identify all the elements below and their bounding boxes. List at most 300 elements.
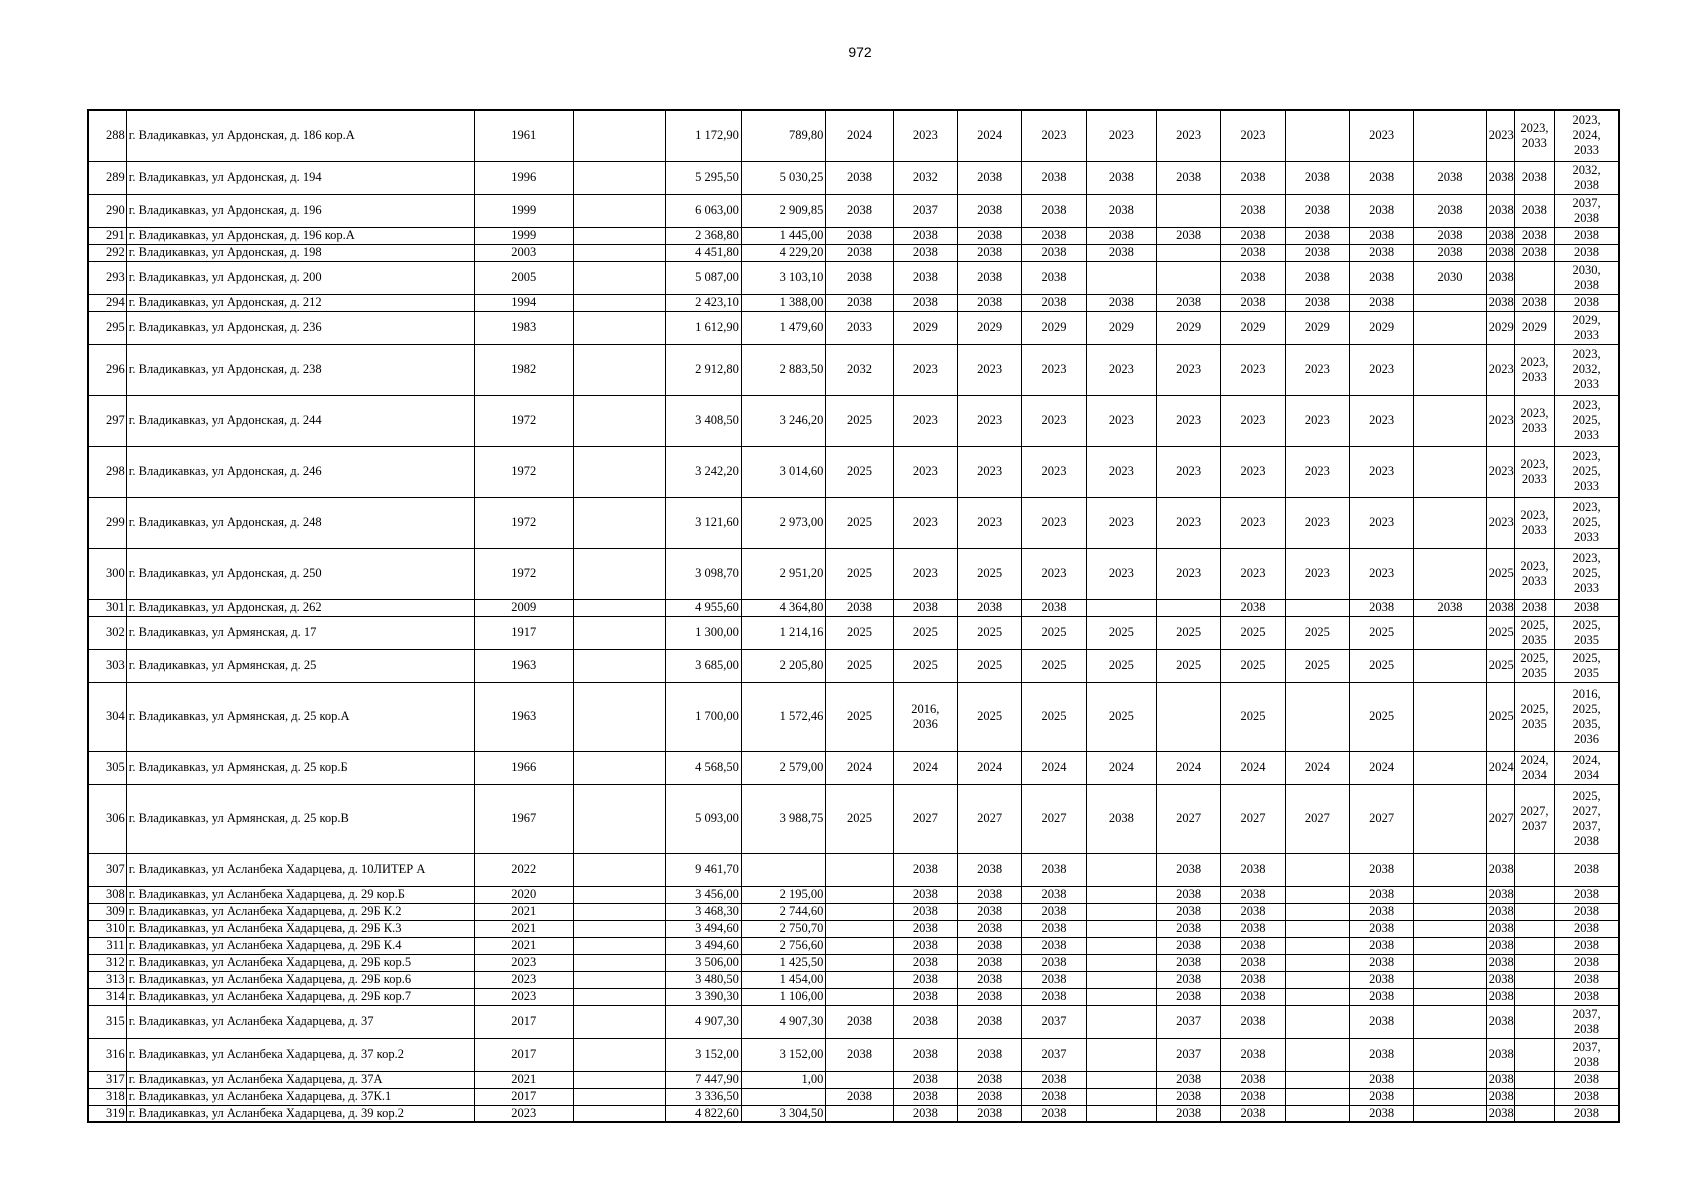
work-year-cell: 2038 — [1221, 194, 1285, 227]
work-year-cell: 2024, 2034 — [1514, 751, 1554, 784]
work-year-cell — [1414, 344, 1486, 395]
work-year-cell: 2038 — [1486, 886, 1514, 903]
work-year-cell — [1514, 1038, 1554, 1071]
work-year-cell: 2038 — [1285, 227, 1349, 244]
year-built-cell: 1963 — [474, 682, 574, 751]
row-number-cell: 289 — [88, 161, 126, 194]
summary-years-cell: 2025, 2035 — [1555, 649, 1619, 682]
address-cell: г. Владикавказ, ул Армянская, д. 25 кор.В — [126, 784, 474, 853]
work-year-cell: 2033 — [826, 311, 893, 344]
work-year-cell: 2038 — [1486, 853, 1514, 886]
year-built-cell: 1972 — [474, 497, 574, 548]
year-built-cell: 2023 — [474, 971, 574, 988]
summary-years-cell: 2038 — [1555, 971, 1619, 988]
work-year-cell — [826, 886, 893, 903]
row-number-cell: 298 — [88, 446, 126, 497]
living-area-cell: 3 014,60 — [741, 446, 825, 497]
blank-cell — [574, 395, 666, 446]
table-row — [88, 194, 1619, 227]
work-year-cell: 2038 — [1221, 1071, 1285, 1088]
year-built-cell: 1961 — [474, 110, 574, 161]
work-year-cell: 2025 — [1086, 616, 1156, 649]
work-year-cell: 2038 — [1022, 244, 1086, 261]
row-number-cell: 296 — [88, 344, 126, 395]
living-area-cell: 3 152,00 — [741, 1038, 825, 1071]
row-number-cell: 304 — [88, 682, 126, 751]
row-number-cell: 295 — [88, 311, 126, 344]
work-year-cell — [1514, 971, 1554, 988]
table-row — [88, 244, 1619, 261]
work-year-cell: 2038 — [1157, 954, 1221, 971]
work-year-cell: 2038 — [1221, 886, 1285, 903]
work-year-cell: 2023 — [1086, 548, 1156, 599]
summary-years-cell: 2032, 2038 — [1555, 161, 1619, 194]
summary-years-cell: 2038 — [1555, 886, 1619, 903]
work-year-cell: 2023, 2033 — [1514, 548, 1554, 599]
work-year-cell — [1285, 1038, 1349, 1071]
living-area-cell: 4 229,20 — [741, 244, 825, 261]
work-year-cell: 2025 — [1349, 616, 1413, 649]
work-year-cell: 2038 — [1157, 161, 1221, 194]
total-area-cell: 3 242,20 — [666, 446, 741, 497]
row-number-cell: 318 — [88, 1088, 126, 1105]
work-year-cell: 2038 — [1157, 1088, 1221, 1105]
year-built-cell: 2023 — [474, 1105, 574, 1122]
work-year-cell: 2038 — [893, 920, 957, 937]
work-year-cell: 2025, 2035 — [1514, 682, 1554, 751]
address-cell: г. Владикавказ, ул Асланбека Хадарцева, д. 37 — [126, 1005, 474, 1038]
total-area-cell: 3 480,50 — [666, 971, 741, 988]
row-number-cell: 293 — [88, 261, 126, 294]
work-year-cell: 2038 — [826, 194, 893, 227]
work-year-cell: 2038 — [1022, 194, 1086, 227]
work-year-cell: 2038 — [1086, 227, 1156, 244]
work-year-cell: 2038 — [1349, 1088, 1413, 1105]
summary-years-cell: 2038 — [1555, 1088, 1619, 1105]
table-row — [88, 920, 1619, 937]
work-year-cell: 2024 — [1221, 751, 1285, 784]
table-row — [88, 649, 1619, 682]
summary-years-cell: 2025, 2027, 2037, 2038 — [1555, 784, 1619, 853]
work-year-cell: 2038 — [957, 853, 1021, 886]
blank-cell — [574, 110, 666, 161]
address-cell: г. Владикавказ, ул Асланбека Хадарцева, д. 29Б К.2 — [126, 903, 474, 920]
address-cell: г. Владикавказ, ул Армянская, д. 25 — [126, 649, 474, 682]
work-year-cell — [826, 903, 893, 920]
summary-years-cell: 2016, 2025, 2035, 2036 — [1555, 682, 1619, 751]
work-year-cell: 2023 — [1486, 446, 1514, 497]
address-cell: г. Владикавказ, ул Ардонская, д. 262 — [126, 599, 474, 616]
address-cell: г. Владикавказ, ул Ардонская, д. 250 — [126, 548, 474, 599]
work-year-cell: 2023 — [1086, 395, 1156, 446]
table-row — [88, 784, 1619, 853]
work-year-cell: 2038 — [1086, 784, 1156, 853]
summary-years-cell: 2038 — [1555, 954, 1619, 971]
work-year-cell: 2038 — [1221, 227, 1285, 244]
row-number-cell: 316 — [88, 1038, 126, 1071]
work-year-cell: 2038 — [1514, 194, 1554, 227]
address-cell: г. Владикавказ, ул Асланбека Хадарцева, д. 29Б кор.6 — [126, 971, 474, 988]
work-year-cell: 2023 — [1157, 395, 1221, 446]
work-year-cell: 2038 — [1157, 937, 1221, 954]
work-year-cell: 2038 — [1514, 161, 1554, 194]
work-year-cell: 2029 — [1486, 311, 1514, 344]
table-row — [88, 446, 1619, 497]
work-year-cell: 2038 — [1221, 1005, 1285, 1038]
work-year-cell: 2038 — [1349, 1105, 1413, 1122]
work-year-cell — [1285, 853, 1349, 886]
year-built-cell: 1972 — [474, 548, 574, 599]
work-year-cell: 2038 — [826, 244, 893, 261]
work-year-cell: 2038 — [1022, 599, 1086, 616]
work-year-cell: 2027, 2037 — [1514, 784, 1554, 853]
work-year-cell — [1414, 548, 1486, 599]
address-cell: г. Владикавказ, ул Ардонская, д. 198 — [126, 244, 474, 261]
work-year-cell: 2023 — [1221, 497, 1285, 548]
work-year-cell: 2038 — [1349, 937, 1413, 954]
total-area-cell: 4 568,50 — [666, 751, 741, 784]
work-year-cell: 2038 — [1221, 161, 1285, 194]
work-year-cell: 2030 — [1414, 261, 1486, 294]
work-year-cell: 2024 — [1285, 751, 1349, 784]
table-row — [88, 988, 1619, 1005]
work-year-cell — [1086, 1005, 1156, 1038]
work-year-cell: 2038 — [1285, 261, 1349, 294]
table-row — [88, 227, 1619, 244]
work-year-cell: 2023 — [1086, 110, 1156, 161]
work-year-cell: 2038 — [1157, 1071, 1221, 1088]
year-built-cell: 2022 — [474, 853, 574, 886]
blank-cell — [574, 784, 666, 853]
year-built-cell: 2005 — [474, 261, 574, 294]
address-cell: г. Владикавказ, ул Ардонская, д. 196 — [126, 194, 474, 227]
work-year-cell: 2024 — [957, 110, 1021, 161]
work-year-cell: 2038 — [1022, 261, 1086, 294]
work-year-cell: 2027 — [1022, 784, 1086, 853]
work-year-cell — [1157, 261, 1221, 294]
total-area-cell: 7 447,90 — [666, 1071, 741, 1088]
living-area-cell: 5 030,25 — [741, 161, 825, 194]
work-year-cell: 2038 — [1349, 988, 1413, 1005]
work-year-cell — [826, 988, 893, 1005]
work-year-cell — [1285, 1105, 1349, 1122]
work-year-cell: 2025 — [826, 446, 893, 497]
work-year-cell: 2038 — [1022, 954, 1086, 971]
work-year-cell: 2023 — [1486, 344, 1514, 395]
work-year-cell: 2038 — [1349, 920, 1413, 937]
year-built-cell: 1972 — [474, 446, 574, 497]
living-area-cell: 1,00 — [741, 1071, 825, 1088]
living-area-cell: 1 454,00 — [741, 971, 825, 988]
year-built-cell: 2021 — [474, 920, 574, 937]
work-year-cell — [1414, 784, 1486, 853]
work-year-cell: 2023 — [893, 446, 957, 497]
work-year-cell: 2038 — [1414, 244, 1486, 261]
work-year-cell: 2027 — [1486, 784, 1514, 853]
address-cell: г. Владикавказ, ул Асланбека Хадарцева, д. 29Б К.4 — [126, 937, 474, 954]
work-year-cell: 2038 — [957, 161, 1021, 194]
work-year-cell — [1285, 988, 1349, 1005]
work-year-cell: 2038 — [1349, 971, 1413, 988]
living-area-cell: 2 195,00 — [741, 886, 825, 903]
summary-years-cell: 2025, 2035 — [1555, 616, 1619, 649]
work-year-cell: 2038 — [1349, 954, 1413, 971]
work-year-cell: 2038 — [893, 988, 957, 1005]
work-year-cell: 2025 — [1157, 649, 1221, 682]
work-year-cell: 2038 — [1221, 903, 1285, 920]
address-cell: г. Владикавказ, ул Ардонская, д. 196 кор.А — [126, 227, 474, 244]
work-year-cell: 2038 — [1086, 294, 1156, 311]
work-year-cell: 2027 — [1221, 784, 1285, 853]
work-year-cell — [826, 954, 893, 971]
work-year-cell: 2029 — [893, 311, 957, 344]
blank-cell — [574, 649, 666, 682]
table-row — [88, 294, 1619, 311]
work-year-cell — [1514, 886, 1554, 903]
row-number-cell: 311 — [88, 937, 126, 954]
blank-cell — [574, 751, 666, 784]
work-year-cell: 2038 — [1349, 1071, 1413, 1088]
work-year-cell — [1285, 599, 1349, 616]
total-area-cell: 3 152,00 — [666, 1038, 741, 1071]
work-year-cell: 2038 — [1514, 227, 1554, 244]
address-cell: г. Владикавказ, ул Ардонская, д. 200 — [126, 261, 474, 294]
work-year-cell: 2029 — [1349, 311, 1413, 344]
work-year-cell: 2025 — [1221, 616, 1285, 649]
total-area-cell: 3 494,60 — [666, 920, 741, 937]
work-year-cell: 2038 — [893, 937, 957, 954]
year-built-cell: 1966 — [474, 751, 574, 784]
work-year-cell: 2038 — [1221, 920, 1285, 937]
row-number-cell: 315 — [88, 1005, 126, 1038]
work-year-cell: 2025 — [1086, 649, 1156, 682]
work-year-cell: 2038 — [1414, 194, 1486, 227]
work-year-cell — [1514, 1088, 1554, 1105]
work-year-cell: 2038 — [1022, 937, 1086, 954]
work-year-cell: 2038 — [957, 599, 1021, 616]
work-year-cell — [1086, 1105, 1156, 1122]
work-year-cell: 2038 — [1349, 886, 1413, 903]
work-year-cell: 2038 — [1486, 599, 1514, 616]
work-year-cell — [826, 920, 893, 937]
work-year-cell: 2024 — [1157, 751, 1221, 784]
work-year-cell — [1086, 954, 1156, 971]
blank-cell — [574, 682, 666, 751]
work-year-cell: 2029 — [1514, 311, 1554, 344]
year-built-cell: 2017 — [474, 1005, 574, 1038]
table-row — [88, 903, 1619, 920]
work-year-cell: 2038 — [1486, 294, 1514, 311]
living-area-cell: 4 364,80 — [741, 599, 825, 616]
work-year-cell: 2025 — [1486, 682, 1514, 751]
work-year-cell: 2038 — [1022, 1088, 1086, 1105]
year-built-cell: 2009 — [474, 599, 574, 616]
work-year-cell — [1157, 599, 1221, 616]
work-year-cell: 2038 — [893, 903, 957, 920]
work-year-cell: 2027 — [957, 784, 1021, 853]
address-cell: г. Владикавказ, ул Ардонская, д. 236 — [126, 311, 474, 344]
work-year-cell: 2023 — [1221, 110, 1285, 161]
work-year-cell: 2038 — [893, 1038, 957, 1071]
work-year-cell — [1414, 497, 1486, 548]
summary-years-cell: 2023, 2032, 2033 — [1555, 344, 1619, 395]
living-area-cell: 2 973,00 — [741, 497, 825, 548]
work-year-cell: 2038 — [893, 1071, 957, 1088]
blank-cell — [574, 1088, 666, 1105]
work-year-cell: 2025 — [957, 548, 1021, 599]
row-number-cell: 317 — [88, 1071, 126, 1088]
table-body — [88, 110, 1619, 1122]
work-year-cell — [1086, 599, 1156, 616]
work-year-cell: 2037 — [1157, 1005, 1221, 1038]
work-year-cell: 2023 — [1022, 395, 1086, 446]
row-number-cell: 312 — [88, 954, 126, 971]
work-year-cell: 2038 — [1285, 194, 1349, 227]
total-area-cell: 5 295,50 — [666, 161, 741, 194]
work-year-cell: 2024 — [893, 751, 957, 784]
year-built-cell: 2021 — [474, 937, 574, 954]
work-year-cell: 2027 — [893, 784, 957, 853]
work-year-cell: 2023, 2033 — [1514, 446, 1554, 497]
blank-cell — [574, 954, 666, 971]
summary-years-cell: 2038 — [1555, 227, 1619, 244]
address-cell: г. Владикавказ, ул Асланбека Хадарцева, д. 29Б кор.7 — [126, 988, 474, 1005]
work-year-cell — [1414, 649, 1486, 682]
work-year-cell: 2038 — [1221, 853, 1285, 886]
work-year-cell: 2038 — [957, 988, 1021, 1005]
blank-cell — [574, 227, 666, 244]
summary-years-cell: 2038 — [1555, 903, 1619, 920]
total-area-cell: 5 093,00 — [666, 784, 741, 853]
row-number-cell: 306 — [88, 784, 126, 853]
blank-cell — [574, 616, 666, 649]
total-area-cell: 1 612,90 — [666, 311, 741, 344]
blank-cell — [574, 971, 666, 988]
address-cell: г. Владикавказ, ул Ардонская, д. 246 — [126, 446, 474, 497]
work-year-cell — [1285, 682, 1349, 751]
table-row — [88, 1005, 1619, 1038]
living-area-cell: 4 907,30 — [741, 1005, 825, 1038]
total-area-cell: 3 336,50 — [666, 1088, 741, 1105]
work-year-cell — [1514, 853, 1554, 886]
work-year-cell: 2032 — [826, 344, 893, 395]
table-row — [88, 853, 1619, 886]
work-year-cell — [1414, 988, 1486, 1005]
work-year-cell: 2038 — [1157, 227, 1221, 244]
work-year-cell: 2023 — [1086, 497, 1156, 548]
work-year-cell: 2038 — [826, 294, 893, 311]
year-built-cell: 2023 — [474, 954, 574, 971]
work-year-cell: 2038 — [893, 853, 957, 886]
work-year-cell: 2023 — [957, 446, 1021, 497]
total-area-cell: 3 494,60 — [666, 937, 741, 954]
summary-years-cell: 2038 — [1555, 294, 1619, 311]
row-number-cell: 308 — [88, 886, 126, 903]
work-year-cell: 2023 — [893, 344, 957, 395]
address-cell: г. Владикавказ, ул Асланбека Хадарцева, д. 37 кор.2 — [126, 1038, 474, 1071]
summary-years-cell: 2023, 2025, 2033 — [1555, 395, 1619, 446]
work-year-cell: 2038 — [957, 294, 1021, 311]
work-year-cell: 2038 — [957, 920, 1021, 937]
work-year-cell — [1514, 1005, 1554, 1038]
row-number-cell: 303 — [88, 649, 126, 682]
work-year-cell: 2038 — [1486, 1088, 1514, 1105]
table-row — [88, 599, 1619, 616]
work-year-cell: 2023 — [1086, 344, 1156, 395]
work-year-cell: 2038 — [1157, 920, 1221, 937]
living-area-cell: 3 988,75 — [741, 784, 825, 853]
work-year-cell: 2025 — [1221, 649, 1285, 682]
work-year-cell: 2023 — [1486, 110, 1514, 161]
work-year-cell: 2023 — [1086, 446, 1156, 497]
work-year-cell: 2038 — [1349, 161, 1413, 194]
work-year-cell — [1086, 261, 1156, 294]
work-year-cell: 2023 — [1486, 395, 1514, 446]
blank-cell — [574, 1005, 666, 1038]
address-cell: г. Владикавказ, ул Армянская, д. 17 — [126, 616, 474, 649]
work-year-cell: 2024 — [1022, 751, 1086, 784]
work-year-cell: 2038 — [1221, 1088, 1285, 1105]
work-year-cell: 2038 — [1349, 1005, 1413, 1038]
work-year-cell: 2023 — [893, 395, 957, 446]
work-year-cell: 2038 — [893, 1005, 957, 1038]
work-year-cell: 2038 — [1486, 227, 1514, 244]
work-year-cell: 2038 — [1221, 971, 1285, 988]
work-year-cell: 2038 — [1349, 261, 1413, 294]
work-year-cell — [1086, 903, 1156, 920]
work-year-cell — [826, 971, 893, 988]
work-year-cell: 2038 — [1221, 954, 1285, 971]
row-number-cell: 313 — [88, 971, 126, 988]
work-year-cell — [1514, 920, 1554, 937]
summary-years-cell: 2038 — [1555, 599, 1619, 616]
work-year-cell: 2038 — [1086, 194, 1156, 227]
work-year-cell: 2025 — [1486, 649, 1514, 682]
work-year-cell: 2023 — [1157, 344, 1221, 395]
work-year-cell: 2023 — [1157, 110, 1221, 161]
work-year-cell: 2029 — [1022, 311, 1086, 344]
work-year-cell: 2038 — [1349, 903, 1413, 920]
work-year-cell: 2023 — [1157, 446, 1221, 497]
row-number-cell: 307 — [88, 853, 126, 886]
work-year-cell: 2037 — [1022, 1038, 1086, 1071]
table-row — [88, 497, 1619, 548]
work-year-cell — [1414, 616, 1486, 649]
total-area-cell: 3 456,00 — [666, 886, 741, 903]
total-area-cell: 3 468,30 — [666, 903, 741, 920]
work-year-cell: 2023 — [1285, 446, 1349, 497]
table-row — [88, 682, 1619, 751]
blank-cell — [574, 920, 666, 937]
work-year-cell — [1086, 1088, 1156, 1105]
work-year-cell: 2038 — [1486, 261, 1514, 294]
work-year-cell: 2025 — [826, 649, 893, 682]
work-year-cell: 2038 — [1022, 227, 1086, 244]
work-year-cell: 2023 — [1285, 548, 1349, 599]
table-row — [88, 1088, 1619, 1105]
total-area-cell: 4 451,80 — [666, 244, 741, 261]
blank-cell — [574, 937, 666, 954]
work-year-cell — [1414, 395, 1486, 446]
work-year-cell: 2024 — [826, 751, 893, 784]
living-area-cell: 1 106,00 — [741, 988, 825, 1005]
work-year-cell: 2038 — [1022, 294, 1086, 311]
total-area-cell: 2 368,80 — [666, 227, 741, 244]
work-year-cell: 2038 — [893, 294, 957, 311]
address-cell: г. Владикавказ, ул Асланбека Хадарцева, д. 29 кор.Б — [126, 886, 474, 903]
work-year-cell: 2038 — [826, 1038, 893, 1071]
work-year-cell: 2038 — [957, 886, 1021, 903]
